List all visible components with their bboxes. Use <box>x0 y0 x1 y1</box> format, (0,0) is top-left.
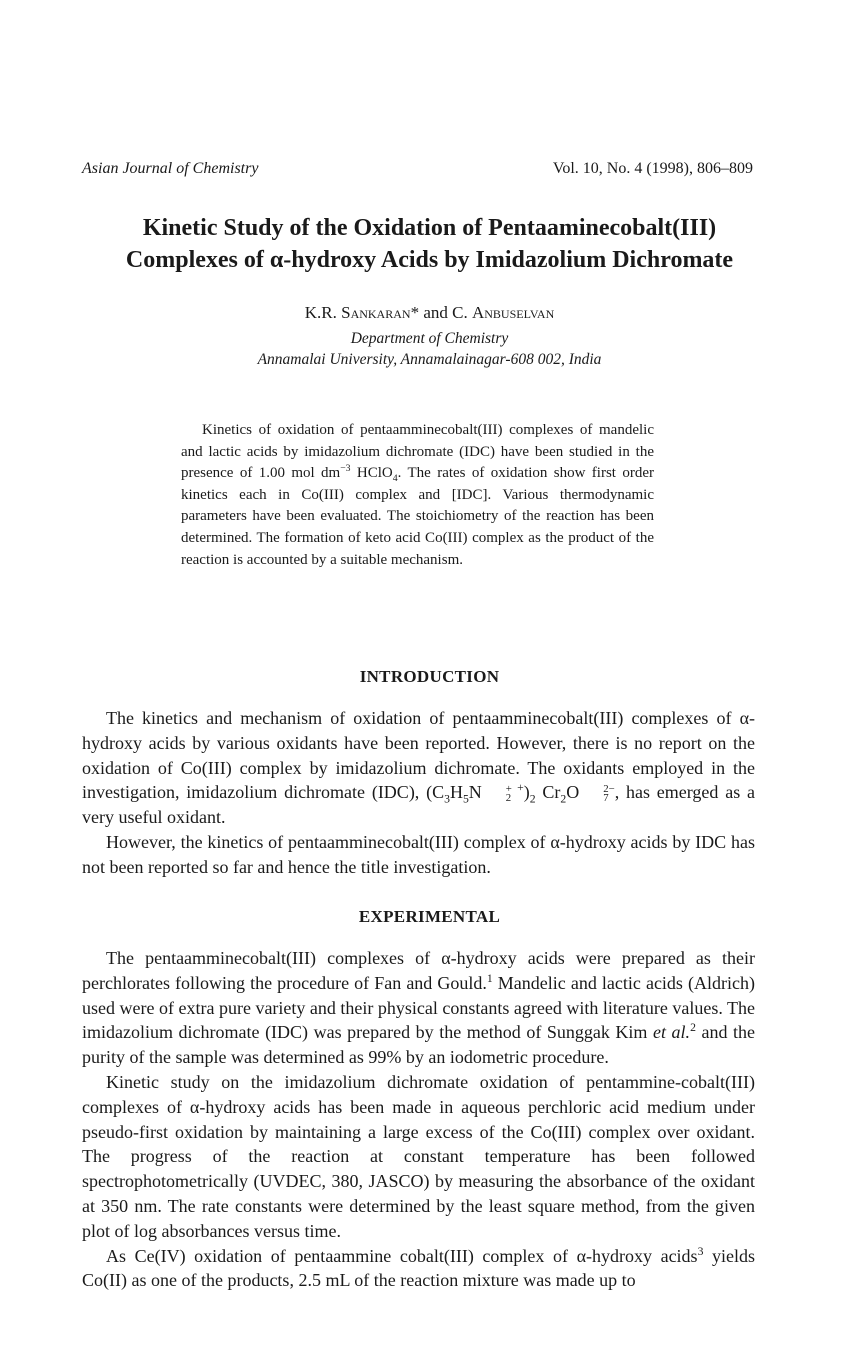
journal-name: Asian Journal of Chemistry <box>82 160 259 177</box>
volume-info: Vol. 10, No. 4 (1998), 806–809 <box>552 160 753 177</box>
experimental-paragraph-3: As Ce(IV) oxidation of pentaammine cobalt(III) complex of α-hydroxy acids$^3$ yields Co(II) as one of the products, 2.5 mL of the reaction mixture was made up to <box>82 1244 755 1291</box>
experimental-paragraph-1: The pentaamminecobalt(III) complexes of α-hydroxy acids were prepared as their perchlorates following the procedure of Fan and Gould.$^1$ Mandelic and lactic acids (Aldrich) used were of extra pure variety and their physical constants agreed with literature values. The imidazolium dichromate (IDC) was prepared by the method of Sunggak Kim et al.$^2$ and the purity of the sample was determined as 99% by an iodometric procedure. <box>82 948 755 1068</box>
title-line-2: Complexes of α-hydroxy Acids by Imidazolium Dichromate <box>125 247 734 273</box>
experimental-paragraph-2: Kinetic study on the imidazolium dichromate oxidation of pentammine-cobalt(III) complexes of α-hydroxy acids has been made in aqueous perchloric acid medium under pseudo-first oxidation by maintaining a large excess of the Co(III) complex over oxidant. The progress of the reaction at constant temperature has been followed spectrophotometrically (UVDEC, 380, JASCO) by measuring the absorbance of the oxidant at 350 nm. The rate constants were determined by the least square method, from the given plot of log absorbances versus time. <box>82 1071 755 1241</box>
experimental-heading: EXPERIMENTAL <box>358 907 501 926</box>
authors <box>0 302 859 324</box>
experimental-body <box>82 946 755 1293</box>
author-conjunction: and C. <box>419 303 472 322</box>
author-1-initials: K.R. <box>304 303 342 322</box>
introduction-paragraph-2: However, the kinetics of pentaamminecobalt(III) complex of α-hydroxy acids by IDC has not been reported so far and hence the title investigation. <box>82 831 755 877</box>
introduction-body <box>82 706 755 880</box>
author-2-surname: Anbuselvan <box>471 303 555 322</box>
title-line-1: Kinetic Study of the Oxidation of Pentaaminecobalt(III) <box>142 215 717 241</box>
introduction-paragraph-1: The kinetics and mechanism of oxidation of pentaamminecobalt(III) complexes of α-hydroxy acids by various oxidants have been reported. However, there is no report on the oxidation of Co(III) complex by imidazolium dichromate. The oxidants employed in the investigation, imidazolium dichromate (IDC), ($C_3H_5N$ + 2 $^+)_2$ $Cr_2O$ 2− 7 , has emerged as a very useful oxidant. <box>82 708 755 828</box>
abstract-text: Kinetics of oxidation of pentaamminecobalt(III) complexes of mandelic and lactic acids by imidazolium dichromate (IDC) have been studied in the presence of 1.00 mol $dm^{-3}$ HClO$_4$. The rates of oxidation show first order kinetics each in Co(III) complex and [IDC]. Various thermodynamic parameters have been evaluated. The stoichiometry of the reaction has been determined. The formation of keto acid Co(III) complex as the product of the reaction is accounted by a suitable mechanism. <box>181 422 654 568</box>
affiliation <box>0 328 859 370</box>
introduction-heading: INTRODUCTION <box>359 667 500 686</box>
department: Department of Chemistry <box>350 330 509 347</box>
abstract <box>181 420 654 571</box>
author-1-surname: Sankaran* <box>341 303 420 322</box>
paper-title <box>0 212 859 276</box>
university: Annamalai University, Annamalainagar-608 002, India <box>257 351 602 368</box>
